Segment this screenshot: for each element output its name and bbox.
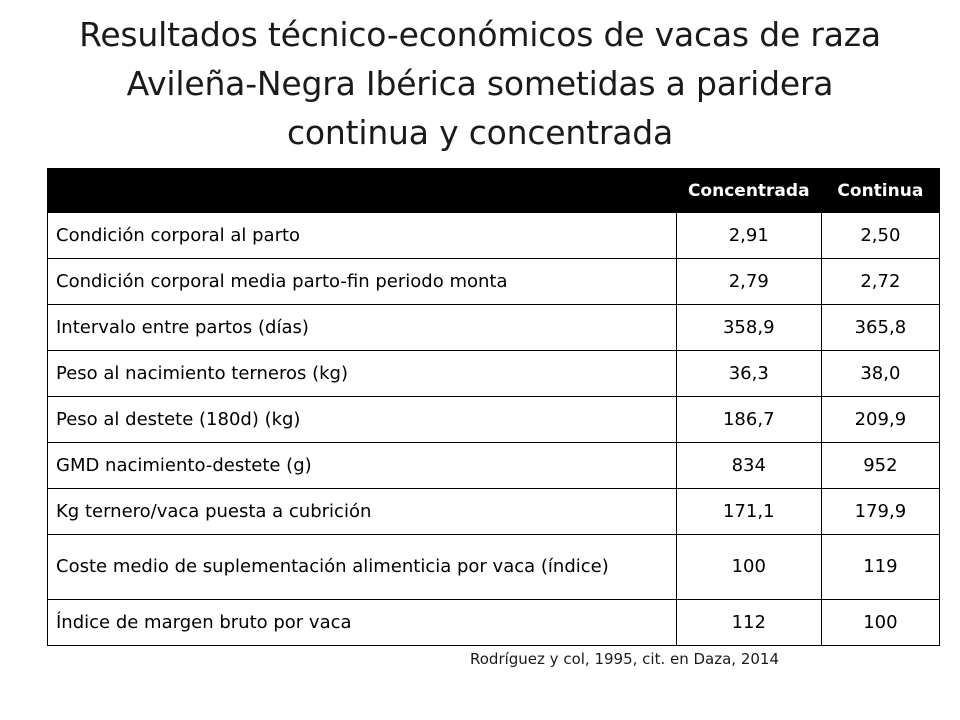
cell-concentrada: 834 bbox=[676, 443, 821, 489]
cell-continua: 100 bbox=[821, 600, 939, 646]
row-label: Peso al destete (180d) (kg) bbox=[48, 397, 677, 443]
cell-continua: 179,9 bbox=[821, 489, 939, 535]
cell-continua: 2,50 bbox=[821, 213, 939, 259]
cell-concentrada: 171,1 bbox=[676, 489, 821, 535]
cell-continua: 209,9 bbox=[821, 397, 939, 443]
table-row bbox=[48, 489, 940, 535]
table-row bbox=[48, 535, 940, 600]
row-label: Condición corporal al parto bbox=[48, 213, 677, 259]
title-line-2: Avileña-Negra Ibérica sometidas a paridera bbox=[126, 64, 834, 103]
title-line-1: Resultados técnico-económicos de vacas de raza bbox=[79, 15, 881, 54]
cell-continua: 119 bbox=[821, 535, 939, 600]
row-label: Coste medio de suplementación alimenticia por vaca (índice) bbox=[48, 535, 677, 600]
row-label: GMD nacimiento-destete (g) bbox=[48, 443, 677, 489]
table-header-row bbox=[48, 169, 940, 213]
row-label: Kg ternero/vaca puesta a cubrición bbox=[48, 489, 677, 535]
results-table bbox=[47, 168, 940, 646]
header-concentrada: Concentrada bbox=[676, 169, 821, 213]
table-row bbox=[48, 305, 940, 351]
header-continua: Continua bbox=[821, 169, 939, 213]
table-row bbox=[48, 443, 940, 489]
header-label-cell bbox=[48, 169, 677, 213]
table-row bbox=[48, 600, 940, 646]
title-line-3: continua y concentrada bbox=[286, 113, 674, 152]
table-row bbox=[48, 259, 940, 305]
cell-concentrada: 112 bbox=[676, 600, 821, 646]
cell-concentrada: 186,7 bbox=[676, 397, 821, 443]
cell-continua: 38,0 bbox=[821, 351, 939, 397]
table-row bbox=[48, 397, 940, 443]
row-label: Condición corporal media parto-fin periodo monta bbox=[48, 259, 677, 305]
table-row bbox=[48, 213, 940, 259]
cell-concentrada: 2,79 bbox=[676, 259, 821, 305]
cell-concentrada: 2,91 bbox=[676, 213, 821, 259]
cell-concentrada: 358,9 bbox=[676, 305, 821, 351]
table-row bbox=[48, 351, 940, 397]
cell-continua: 2,72 bbox=[821, 259, 939, 305]
cell-continua: 952 bbox=[821, 443, 939, 489]
row-label: Peso al nacimiento terneros (kg) bbox=[48, 351, 677, 397]
cell-concentrada: 100 bbox=[676, 535, 821, 600]
page-title bbox=[20, 10, 940, 157]
cell-continua: 365,8 bbox=[821, 305, 939, 351]
row-label: Índice de margen bruto por vaca bbox=[48, 600, 677, 646]
source-citation: Rodríguez y col, 1995, cit. en Daza, 2014 bbox=[470, 650, 780, 668]
row-label: Intervalo entre partos (días) bbox=[48, 305, 677, 351]
cell-concentrada: 36,3 bbox=[676, 351, 821, 397]
